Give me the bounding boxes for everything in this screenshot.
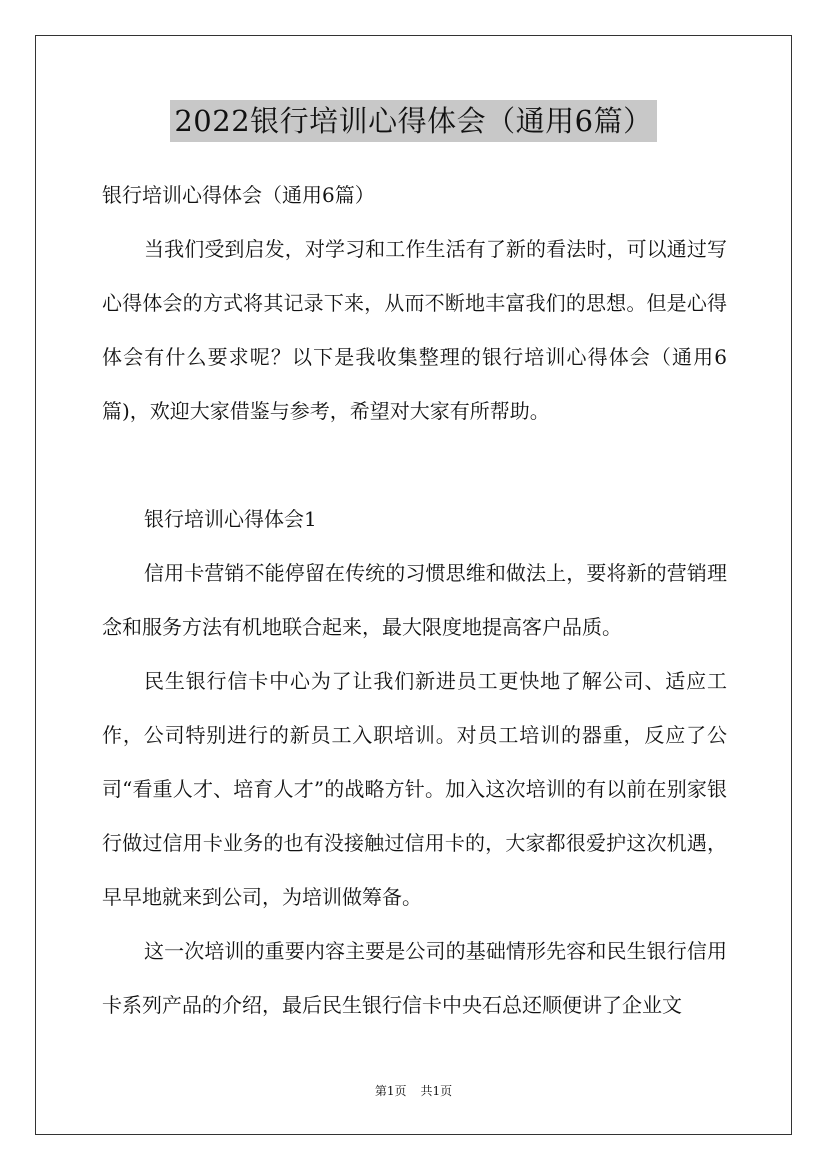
section-heading: 银行培训心得体会1 [144,507,317,531]
document-subtitle: 银行培训心得体会（通用6篇） [102,183,375,207]
page-footer [0,1082,827,1099]
document-title-container [0,100,827,142]
body-paragraph-2: 民生银行信卡中心为了让我们新进员工更快地了解公司、适应工作，公司特别进行的新员工入职培训。对员工培训的器重，反应了公司“看重人才、培育人才”的战略方针。加入这次培训的有以前在别家银行做过信用卡业务的也有没接触过信用卡的，大家都很爱护这次机遇，早早地就来到公司，为培训做筹备。 [102,669,727,909]
total-pages: 共1页 [420,1084,453,1098]
document-body [102,168,727,1032]
document-title: 2022银行培训心得体会（通用6篇） [170,100,656,142]
body-paragraph-1: 信用卡营销不能停留在传统的习惯思维和做法上，要将新的营销理念和服务方法有机地联合起来，最大限度地提高客户品质。 [102,561,727,639]
body-paragraph-3: 这一次培训的重要内容主要是公司的基础情形先容和民生银行信用卡系列产品的介绍，最后民生银行信卡中央石总还顺便讲了企业文 [102,939,727,1017]
intro-paragraph: 当我们受到启发，对学习和工作生活有了新的看法时，可以通过写心得体会的方式将其记录下来，从而不断地丰富我们的思想。但是心得体会有什么要求呢？以下是我收集整理的银行培训心得体会（通用6篇)，欢迎大家借鉴与参考，希望对大家有所帮助。 [102,237,727,423]
page-number: 第1页 [374,1084,407,1098]
blank-line [102,438,727,492]
